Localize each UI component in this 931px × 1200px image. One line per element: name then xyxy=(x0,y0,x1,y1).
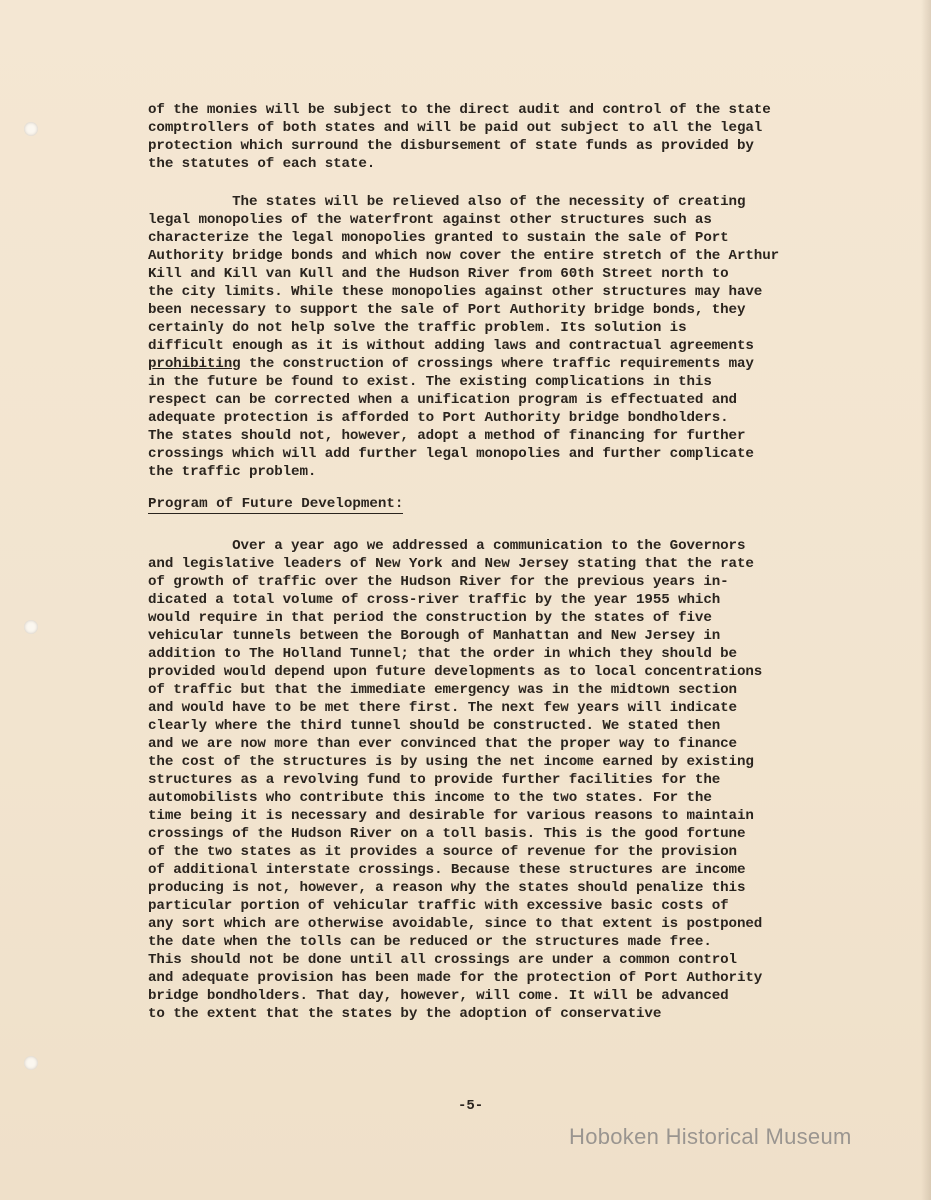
section-heading: Program of Future Development: xyxy=(148,496,404,512)
paragraph-3 xyxy=(148,537,848,1023)
text-line: characterize the legal monopolies granted to sustain the sale of Port xyxy=(148,230,729,246)
text-line: of traffic but that the immediate emergency was in the midtown section xyxy=(148,682,737,698)
text-line: adequate protection is afforded to Port Authority bridge bondholders. xyxy=(148,410,729,426)
text-line: the traffic problem. xyxy=(148,464,317,480)
text-line: Authority bridge bonds and which now cover the entire stretch of the Arthur xyxy=(148,248,780,264)
text-line: any sort which are otherwise avoidable, since to that extent is postponed xyxy=(148,916,763,932)
text-line: of additional interstate crossings. Because these structures are income xyxy=(148,862,746,878)
text-line: Over a year ago we addressed a communication to the Governors xyxy=(148,538,746,554)
text-line: time being it is necessary and desirable for various reasons to maintain xyxy=(148,808,754,824)
text-line: Kill and Kill van Kull and the Hudson River from 60th Street north to xyxy=(148,266,729,282)
text-line: crossings of the Hudson River on a toll basis. This is the good fortune xyxy=(148,826,746,842)
text-line: of the monies will be subject to the direct audit and control of the state xyxy=(148,102,771,118)
text-line: the cost of the structures is by using the net income earned by existing xyxy=(148,754,754,770)
text-line: respect can be corrected when a unification program is effectuated and xyxy=(148,392,737,408)
paragraph-2 xyxy=(148,193,848,481)
text-line: of growth of traffic over the Hudson River for the previous years in- xyxy=(148,574,729,590)
text-line: bridge bondholders. That day, however, will come. It will be advanced xyxy=(148,988,729,1004)
text-line: of the two states as it provides a source of revenue for the provision xyxy=(148,844,737,860)
text-line: difficult enough as it is without adding laws and contractual agreements xyxy=(148,338,754,354)
text-line: prohibiting the construction of crossings where traffic requirements may xyxy=(148,356,754,372)
text-line: been necessary to support the sale of Port Authority bridge bonds, they xyxy=(148,302,746,318)
text-line: in the future be found to exist. The existing complications in this xyxy=(148,374,712,390)
punch-hole-bottom xyxy=(24,1056,38,1070)
text-line: and would have to be met there first. The next few years will indicate xyxy=(148,700,737,716)
text-line: comptrollers of both states and will be paid out subject to all the legal xyxy=(148,120,763,136)
text-line: particular portion of vehicular traffic with excessive basic costs of xyxy=(148,898,729,914)
paragraph-1 xyxy=(148,101,848,173)
text-line: would require in that period the construction by the states of five xyxy=(148,610,712,626)
text-line: addition to The Holland Tunnel; that the order in which they should be xyxy=(148,646,737,662)
text-line: the city limits. While these monopolies against other structures may have xyxy=(148,284,763,300)
text-line: and we are now more than ever convinced that the proper way to finance xyxy=(148,736,737,752)
text-line: vehicular tunnels between the Borough of Manhattan and New Jersey in xyxy=(148,628,721,644)
text-line: structures as a revolving fund to provide further facilities for the xyxy=(148,772,721,788)
punch-hole-middle xyxy=(24,620,38,634)
text-line: clearly where the third tunnel should be constructed. We stated then xyxy=(148,718,721,734)
text-line: to the extent that the states by the adoption of conservative xyxy=(148,1006,662,1022)
text-line: This should not be done until all crossings are under a common control xyxy=(148,952,737,968)
text-line: the date when the tolls can be reduced or the structures made free. xyxy=(148,934,712,950)
text-line: crossings which will add further legal monopolies and further complicate xyxy=(148,446,754,462)
text-line: provided would depend upon future developments as to local concentrations xyxy=(148,664,763,680)
text-line: producing is not, however, a reason why the states should penalize this xyxy=(148,880,746,896)
text-line: certainly do not help solve the traffic problem. Its solution is xyxy=(148,320,687,336)
text-line: protection which surround the disbursement of state funds as provided by xyxy=(148,138,754,154)
text-line: The states should not, however, adopt a method of financing for further xyxy=(148,428,746,444)
text-line: and legislative leaders of New York and New Jersey stating that the rate xyxy=(148,556,754,572)
text-line: and adequate provision has been made for the protection of Port Authority xyxy=(148,970,763,986)
text-line: The states will be relieved also of the necessity of creating xyxy=(148,194,746,210)
punch-hole-top xyxy=(24,122,38,136)
text-line: dicated a total volume of cross-river traffic by the year 1955 which xyxy=(148,592,721,608)
text-line: the statutes of each state. xyxy=(148,156,376,172)
page-edge-shadow xyxy=(921,0,931,1200)
text-line: legal monopolies of the waterfront against other structures such as xyxy=(148,212,712,228)
page-number: -5- xyxy=(458,1098,484,1114)
museum-watermark: Hoboken Historical Museum xyxy=(569,1124,852,1149)
text-line: automobilists who contribute this income to the two states. For the xyxy=(148,790,712,806)
